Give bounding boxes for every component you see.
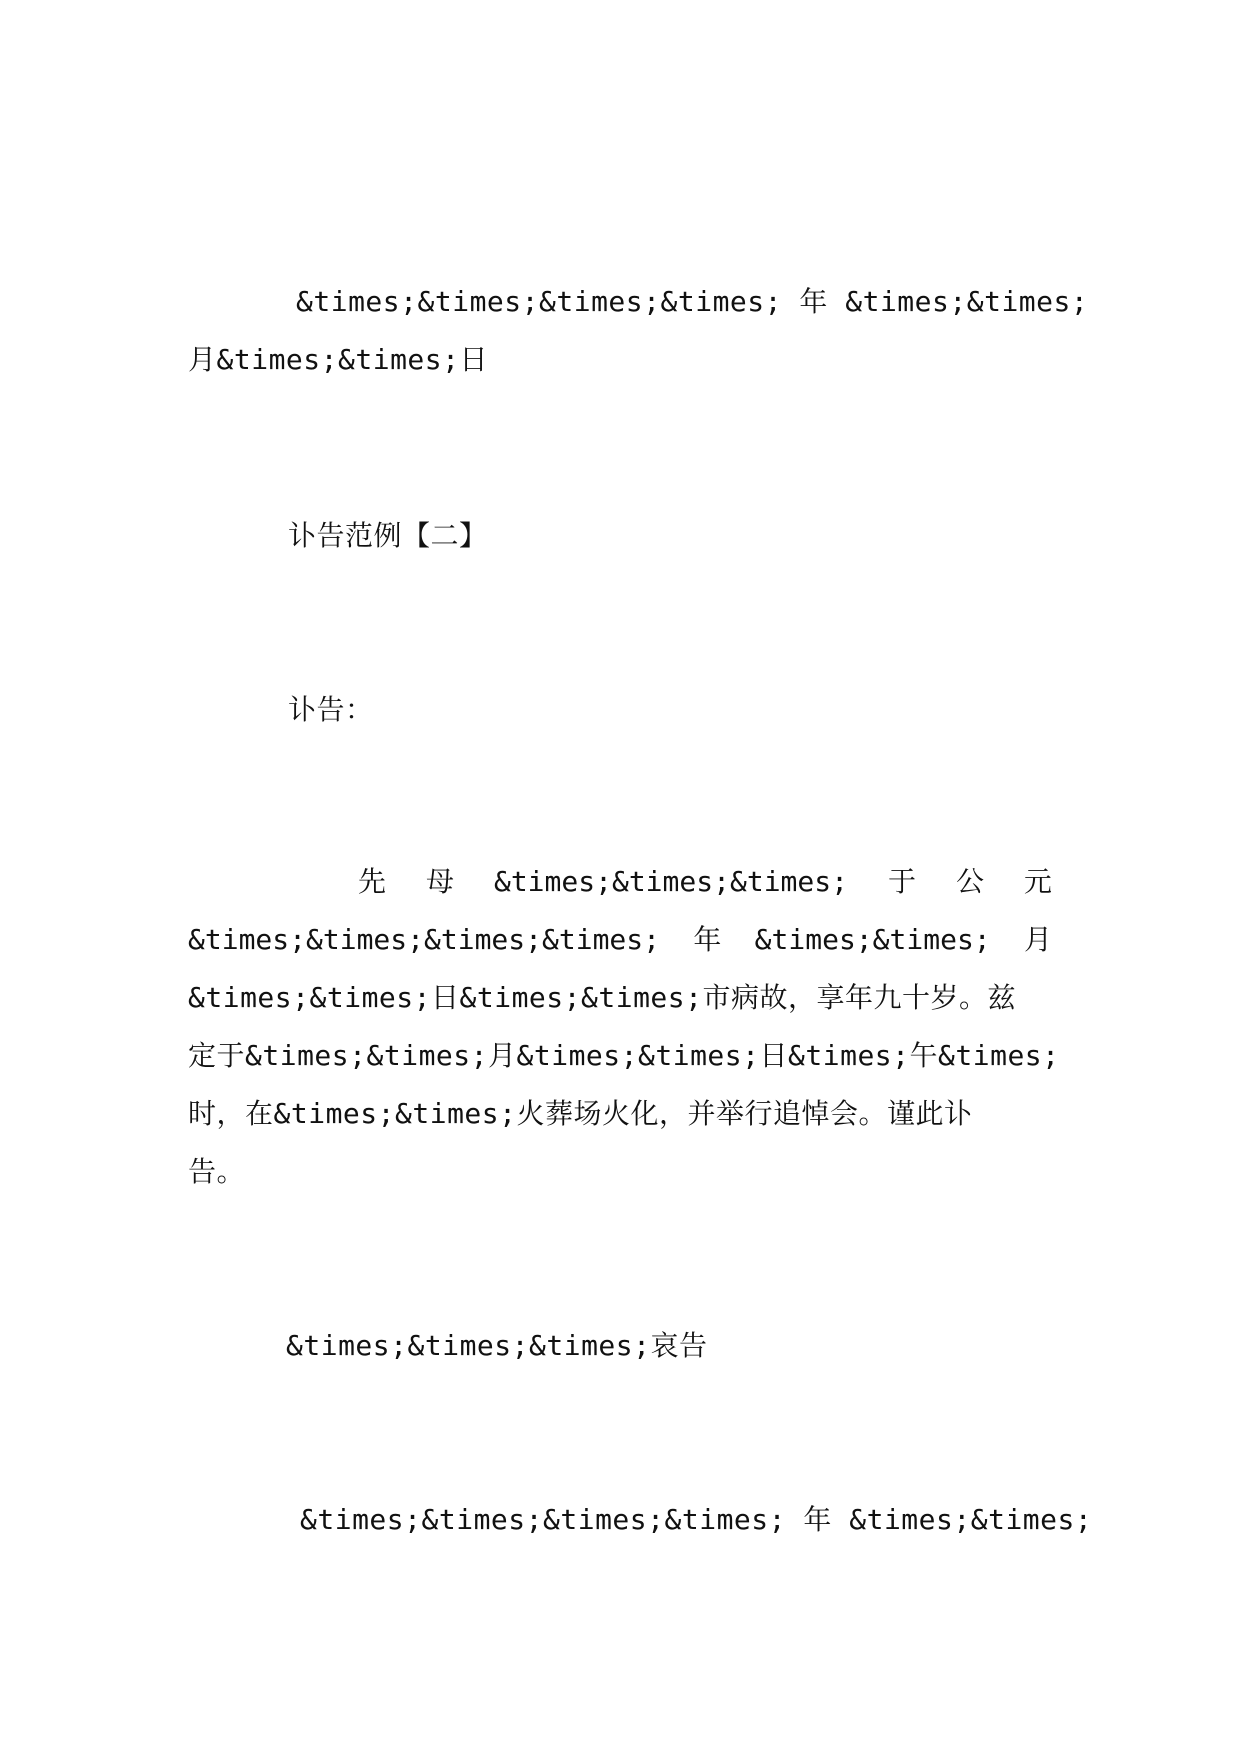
body-line-4: 定于&times;&times;月&times;&times;日&times;午&times; [188, 1039, 1060, 1072]
body-line-3: &times;&times;日&times;&times;市病故，享年九十岁。兹 [188, 981, 1017, 1014]
date-line-1: &times;&times;&times;&times; 年 &times;&times; [296, 285, 1089, 318]
body-line-2 [188, 920, 1052, 960]
date-line-3: &times;&times;&times;&times; 年 &times;&times; [300, 1503, 1093, 1536]
body-word: 公 [955, 865, 984, 898]
body-word: 年 [693, 923, 722, 956]
body-word: 元 [1023, 865, 1052, 898]
body-word: 母 [425, 865, 454, 898]
date-line-2: 月&times;&times;日 [188, 343, 489, 376]
notice-label: 讣告： [288, 693, 374, 726]
signature: &times;&times;&times;哀告 [286, 1329, 708, 1362]
body-line-1 [358, 862, 1052, 902]
body-word: 先 [358, 865, 387, 898]
section-heading: 讣告范例【二】 [288, 519, 488, 552]
body-line-6: 告。 [188, 1155, 246, 1188]
body-word: &times;&times;&times; [493, 865, 848, 898]
body-word: 月 [1023, 923, 1052, 956]
body-line-5: 时，在&times;&times;火葬场火化，并举行追悼会。谨此讣 [188, 1097, 973, 1130]
body-word: &times;&times;&times;&times; [188, 923, 661, 956]
body-word: 于 [887, 865, 916, 898]
body-word: &times;&times; [754, 923, 991, 956]
